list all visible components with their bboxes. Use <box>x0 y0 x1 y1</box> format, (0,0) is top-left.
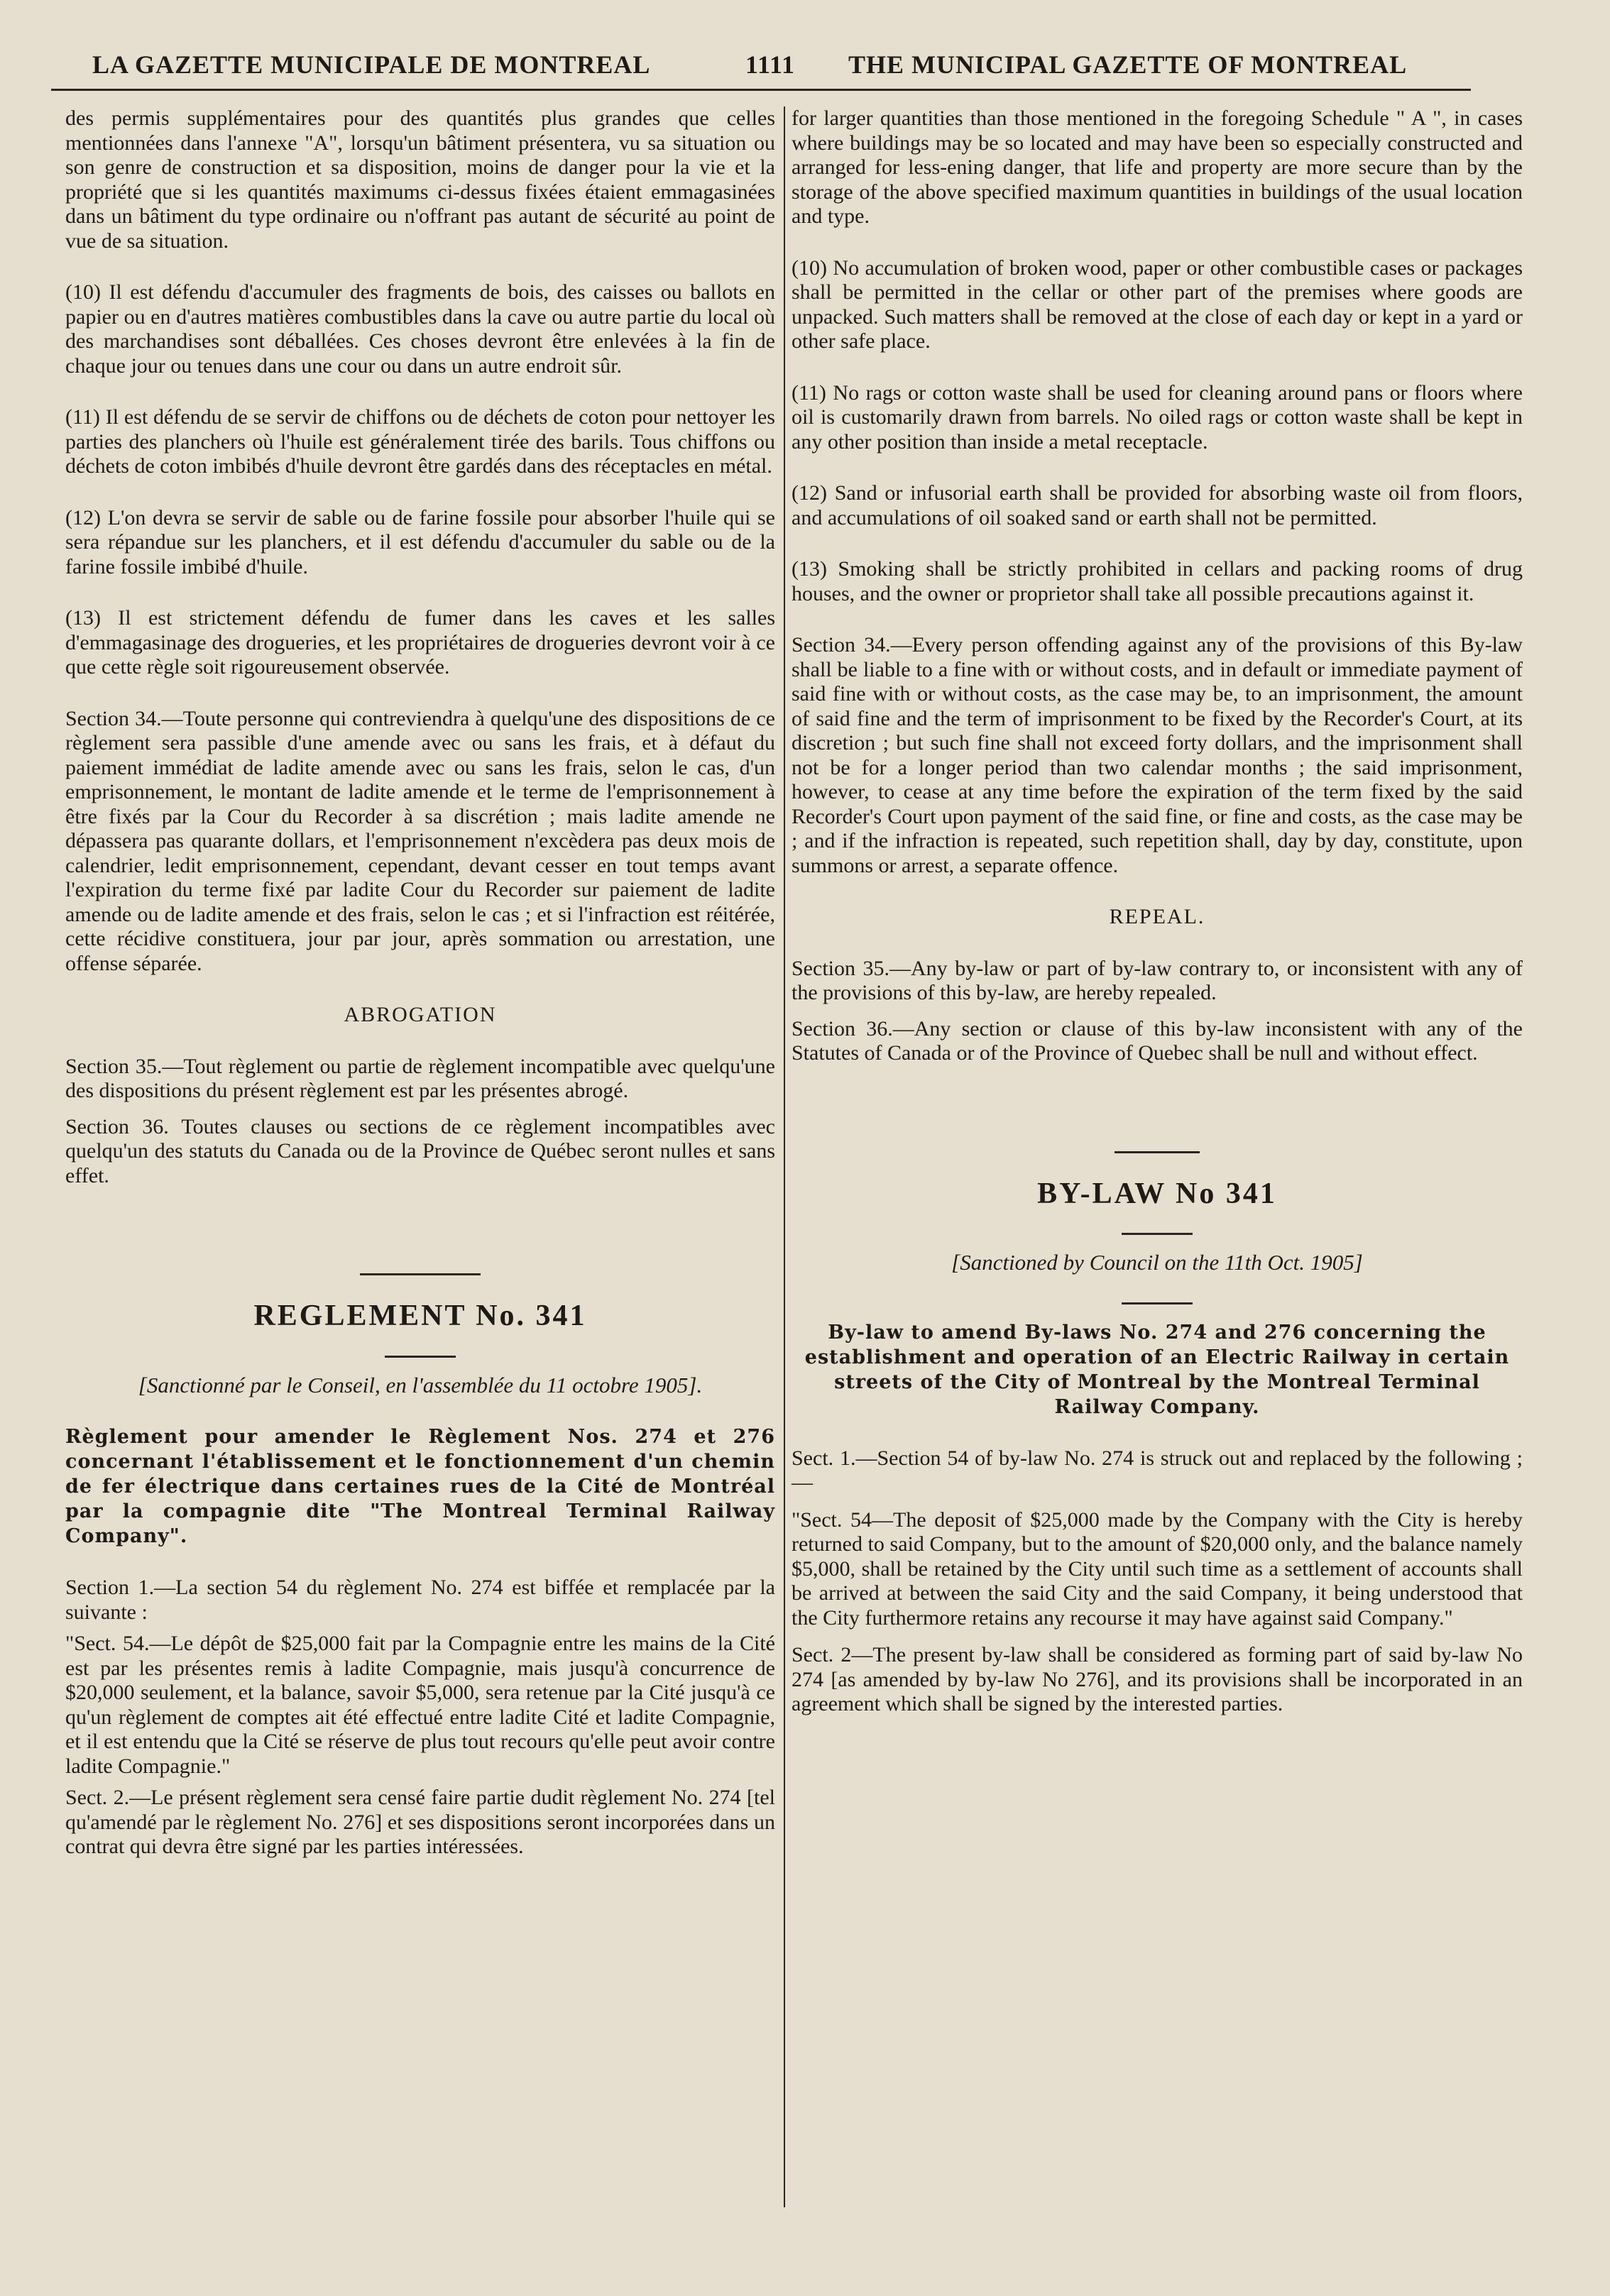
fr-paragraph-permits: des permis supplémentaires pour des quantités plus grandes que celles mentionnées dans l'annexe "A", lorsqu'un bâtiment présentera, vu sa situation ou son genre de construction et sa disposition, moins de danger pour la vie et la propriété que si les quantités maximums ci-dessus fixées étaient emmagasinées dans un bâtiment du type ordinaire ou n'offrant pas autant de sécurité au point de vue de sa situation. <box>65 106 775 253</box>
header-english-title: THE MUNICIPAL GAZETTE OF MONTREAL <box>848 50 1408 79</box>
fr-separator <box>360 1273 481 1275</box>
en-sanction-line: [Sanctioned by Council on the 11th Oct. 1905] <box>951 1250 1363 1275</box>
french-column <box>65 106 775 1886</box>
en-paragraph-12: (12) Sand or infusorial earth shall be provided for absorbing waste oil from floors, and accumulations of oil soaked sand or earth shall not be permitted. <box>792 481 1523 529</box>
en-section-36: Section 36.—Any section or clause of this by-law inconsistent with any of the Statutes of Canada or of the Province of Quebec shall be null and without effect. <box>792 1016 1523 1065</box>
en-bylaw-description: By-law to amend By-laws No. 274 and 276 concerning the establishment and operation of an Electric Railway in certain streets of the City of Montreal by the Montreal Terminal Railway Company. <box>804 1321 1510 1418</box>
en-sanction-rule <box>1122 1302 1193 1304</box>
en-title-rule <box>1122 1233 1193 1235</box>
en-paragraph-13: (13) Smoking shall be strictly prohibited in cellars and packing rooms of drug houses, and the owner or proprietor shall take all possible precautions against it. <box>792 557 1523 605</box>
header-rule <box>51 89 1471 91</box>
en-paragraph-11: (11) No rags or cotton waste shall be used for cleaning around pans or floors where oil is customarily drawn from barrels. No oiled rags or cotton waste shall be kept in any other position than inside a metal receptacle. <box>792 380 1523 454</box>
fr-bylaw-title: REGLEMENT No. 341 <box>253 1300 587 1332</box>
en-bylaw-title: BY-LAW No 341 <box>1037 1177 1277 1210</box>
fr-sanction-line: [Sanctionné par le Conseil, en l'assemblée du 11 octobre 1905]. <box>138 1372 703 1397</box>
en-section-35: Section 35.—Any by-law or part of by-law contrary to, or inconsistent with any of the provisions of this by-law, are hereby repealed. <box>792 956 1523 1004</box>
fr-sect-1: Section 1.—La section 54 du règlement No. 274 est biffée et remplacée par la suivante : <box>65 1576 775 1624</box>
page-number: 1111 <box>745 50 796 79</box>
fr-sect-54: "Sect. 54.—Le dépôt de $25,000 fait par la Compagnie entre les mains de la Cité est par les présentes remis à ladite Compagnie, mais jusqu'à concurrence de $20,000 seulement, et la balance, savoir $5,000, sera retenue par la Cité jusqu'à ce qu'un règlement de comptes ait été effectué entre ladite Cité et ladite Compagnie, et il est entendu que la Cité se réserve de plus tout recours qu'elle peut avoir contre ladite Compagnie." <box>65 1632 775 1778</box>
column-divider <box>784 106 785 2207</box>
en-sect-1: Sect. 1.—Section 54 of by-law No. 274 is struck out and replaced by the following ;— <box>792 1446 1523 1494</box>
en-paragraph-larger-quantities: for larger quantities than those mentioned in the foregoing Schedule " A ", in cases where buildings may be so located and may have been so especially constructed and arranged for less-ening danger, that life and property are more secure than by the storage of the above specified maximum quantities in buildings of the usual location and type. <box>792 106 1523 228</box>
fr-paragraph-13: (13) Il est strictement défendu de fumer dans les caves et les salles d'emmagasinage des drogueries, et les propriétaires de drogueries devront voir à ce que cette règle soit rigoureusement observée. <box>65 606 775 679</box>
english-column <box>792 106 1523 1744</box>
en-sect-2: Sect. 2—The present by-law shall be considered as forming part of said by-law No 274 [as amended by by-law No 276], and its provisions shall be incorporated in an agreement which shall be signed by the interested parties. <box>792 1643 1523 1715</box>
en-sect-54: "Sect. 54—The deposit of $25,000 made by the Company with the City is hereby returned to said Company, but to the amount of $20,000 only, and the balance namely $5,000, shall be retained by the City until such time as a settlement of accounts shall be arrived at between the said City and the said Company, it being understood that the City furthermore retains any recourse it may have against said Company." <box>792 1507 1523 1630</box>
fr-paragraph-11: (11) Il est défendu de se servir de chiffons ou de déchets de coton pour nettoyer les parties des planchers où l'huile est généralement tirée des barils. Tous chiffons ou déchets de coton imbibés d'huile devront être gardés dans des réceptacles en métal. <box>65 405 775 478</box>
en-section-34: Section 34.—Every person offending against any of the provisions of this By-law shall be liable to a fine with or without costs, and in default or immediate payment of said fine with or without costs, as the case may be, to an imprisonment, the amount of said fine and the term of imprisonment to be fixed by the Recorder's Court, at its discretion ; but such fine shall not exceed forty dollars, and the imprisonment shall not be for a longer period than two calendar months ; the said imprisonment, however, to cease at any time before the expiration of the term fixed by the said Recorder's Court upon payment of the said fine, or fine and costs, as the case may be ; and if the infraction is repeated, such repetition shall, day by day, constitute, upon summons or arrest, a separate offence. <box>792 633 1523 877</box>
en-paragraph-10: (10) No accumulation of broken wood, paper or other combustible cases or packages shall be permitted in the cellar or other part of the premises where goods are unpacked. Such matters shall be removed at the close of each day or kept in a yard or other safe place. <box>792 256 1523 353</box>
fr-paragraph-10: (10) Il est défendu d'accumuler des fragments de bois, des caisses ou ballots en papier ou en d'autres matières combustibles dans la cave ou autre partie du local où des marchandises sont déballées. Ces choses devront être enlevées à la fin de chaque jour ou tenues dans une cour ou dans un autre endroit sûr. <box>65 280 775 378</box>
header-french-title: LA GAZETTE MUNICIPALE DE MONTREAL <box>92 50 651 79</box>
fr-paragraph-12: (12) L'on devra se servir de sable ou de farine fossile pour absorber l'huile qui se sera répandue sur les planchers, et il est défendu d'accumuler du sable ou de la farine fossile imbibé d'huile. <box>65 505 775 578</box>
fr-section-34: Section 34.—Toute personne qui contreviendra à quelqu'une des dispositions de ce règlement sera passible d'une amende avec ou sans les frais, et à défaut du paiement immédiat de ladite amende avec ou sans les frais, selon le cas, d'un emprisonnement, le montant de ladite amende et le terme de l'emprisonnement à être fixés par la Cour du Recorder à sa discrétion ; mais ladite amende ne dépassera pas quarante dollars, et l'emprisonnement n'excèdera pas deux mois de calendrier, ledit emprisonnement, cependant, devant cesser en tout temps avant l'expiration du terme fixé par ladite Cour du Recorder sur paiement de ladite amende ou de ladite amende et des frais, selon le cas ; et si l'infraction est réitérée, cette récidive constituera, jour par jour, après sommation ou arrestation, une offense séparée. <box>65 706 775 975</box>
en-heading-repeal: REPEAL. <box>1109 905 1205 928</box>
fr-title-rule <box>385 1356 456 1358</box>
fr-section-36: Section 36. Toutes clauses ou sections de ce règlement incompatibles avec quelqu'un des statuts du Canada ou de la Province de Québec seront nulles et sans effet. <box>65 1114 775 1187</box>
page-header <box>85 44 1469 87</box>
fr-sect-2: Sect. 2.—Le présent règlement sera censé faire partie dudit règlement No. 274 [tel qu'amendé par le règlement No. 276] et ses dispositions seront incorporées dans un contrat qui devra être signé par les parties intéressées. <box>65 1786 775 1858</box>
fr-heading-abrogation: ABROGATION <box>344 1003 497 1026</box>
fr-section-35: Section 35.—Tout règlement ou partie de règlement incompatible avec quelqu'une des dispositions du présent règlement est par les présentes abrogé. <box>65 1054 775 1102</box>
en-separator <box>1115 1151 1200 1153</box>
fr-bylaw-description: Règlement pour amender le Règlement Nos. 274 et 276 concernant l'établissement et le fonctionnement d'un chemin de fer électrique dans certaines rues de la Cité de Montréal par la compagnie dite "The Montreal Terminal Railway Company". <box>65 1426 775 1547</box>
